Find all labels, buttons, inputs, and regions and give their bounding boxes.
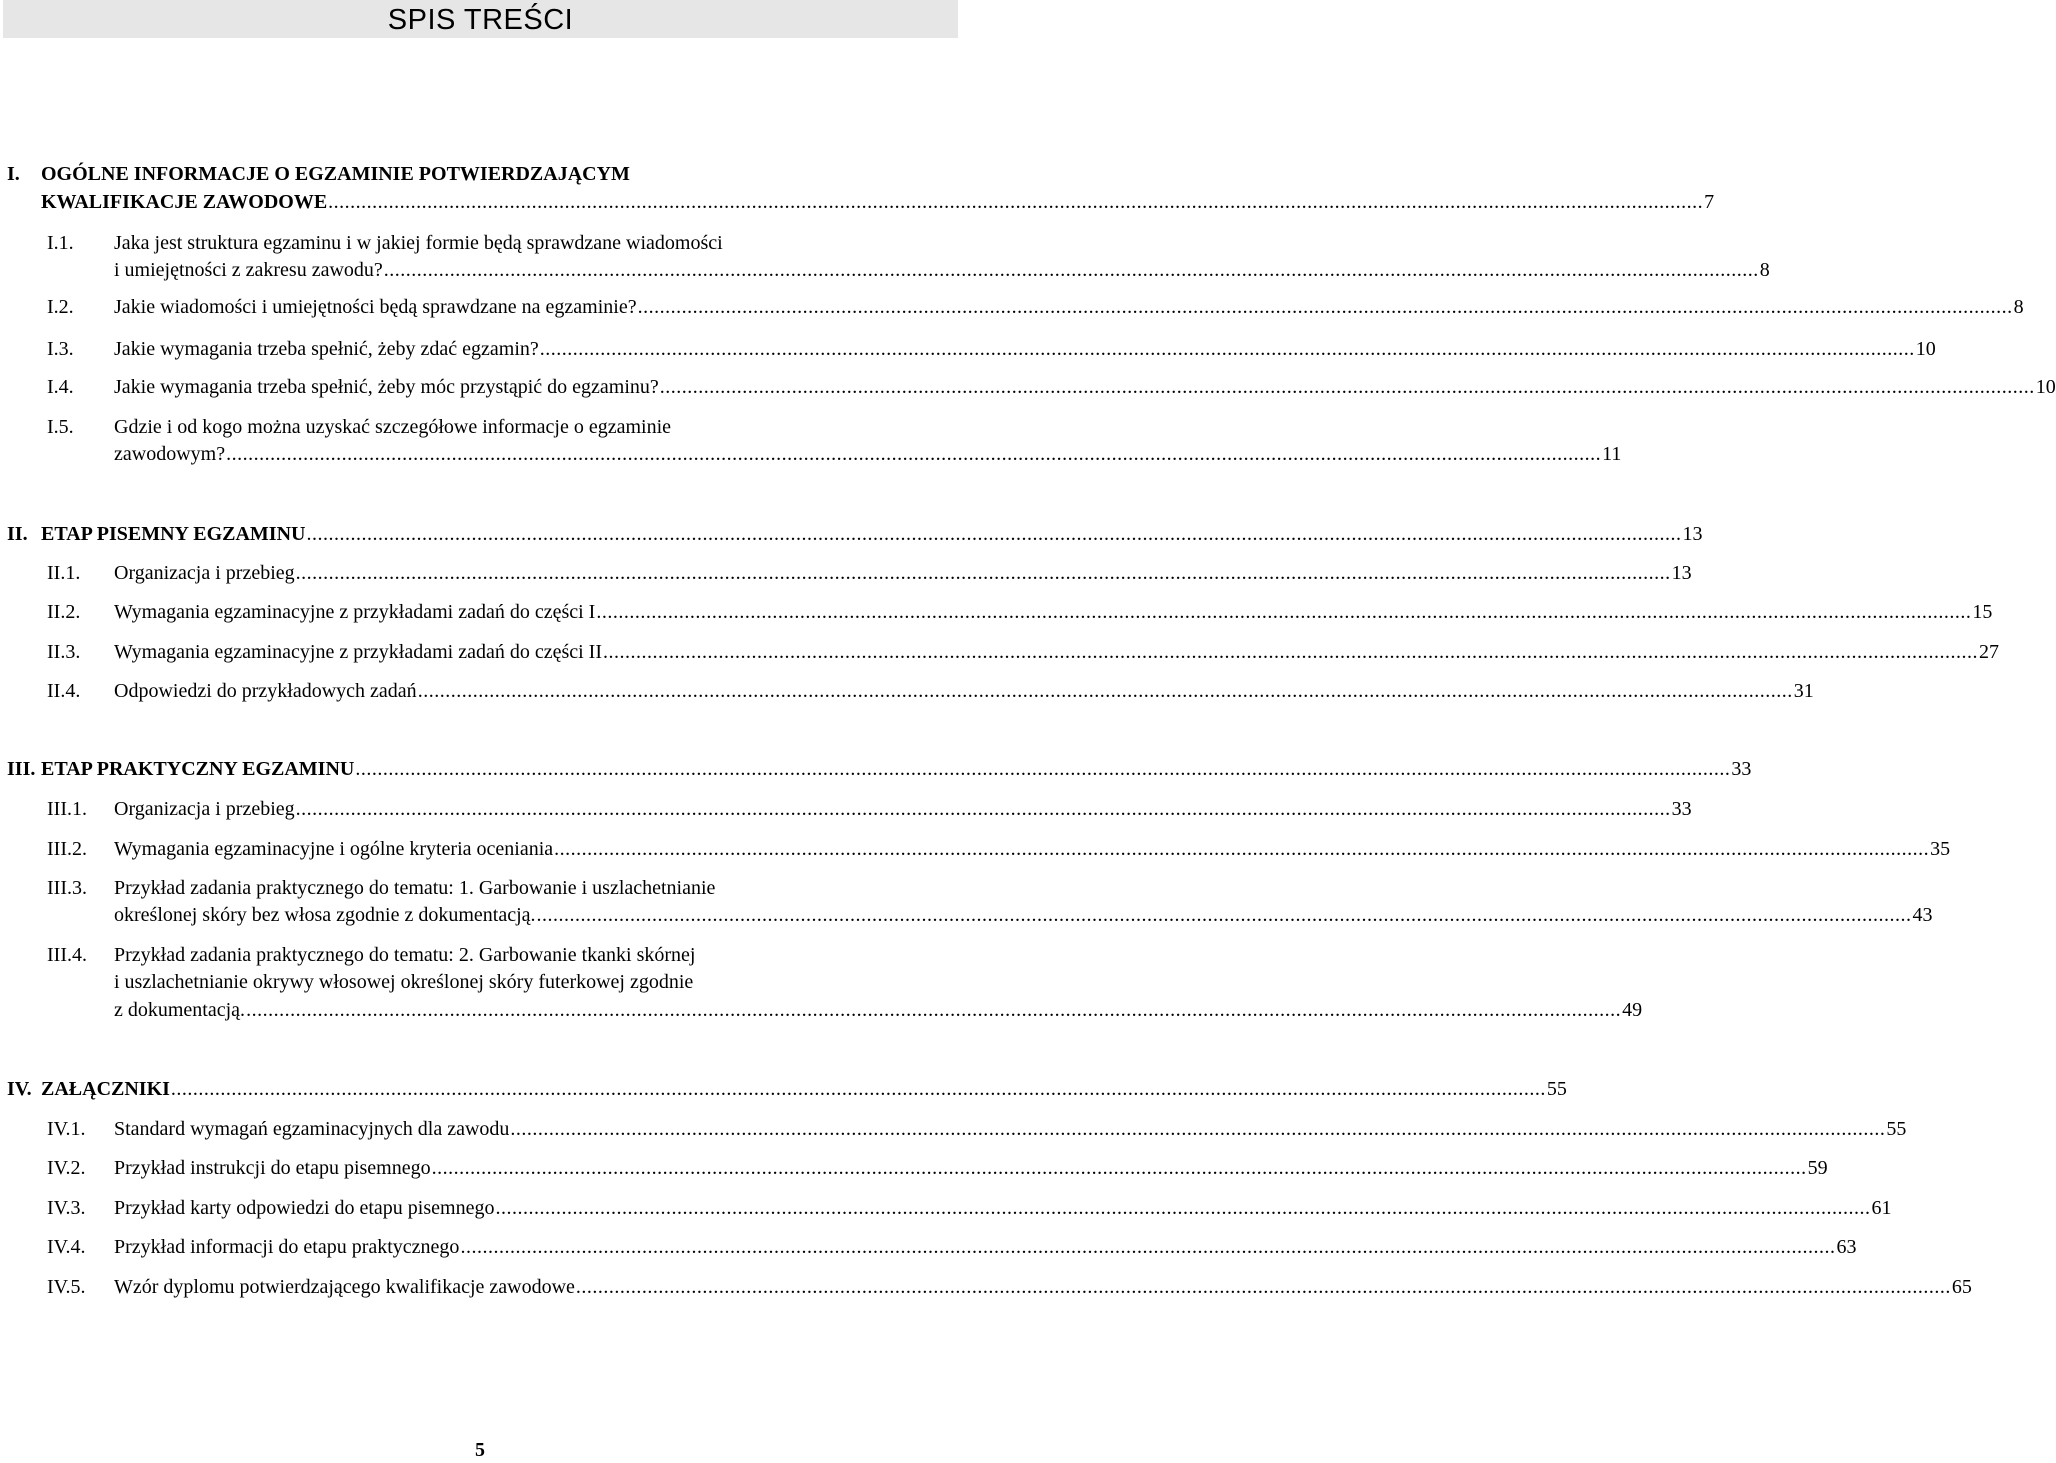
toc-item-text: z dokumentacją. (114, 999, 246, 1021)
toc-item-entry[interactable] (114, 835, 1951, 863)
page-ref: 49 (1622, 999, 1643, 1021)
toc-item-text[interactable]: i uszlachetnianie okrywy włosowej określonej skóry futerkowej zgodnie (114, 971, 694, 993)
toc-item-text: Wzór dyplomu potwierdzającego kwalifikacje zawodowe (114, 1276, 575, 1298)
dot-leader: .......................................................................................................................................................................................................................................................... (328, 191, 1704, 213)
toc-item-text: zawodowym? (114, 443, 226, 465)
toc-item-number: II.1. (47, 562, 81, 584)
toc-item-entry[interactable] (114, 559, 1692, 587)
page-ref: 63 (1836, 1236, 1857, 1258)
toc-item-text: Standard wymagań egzaminacyjnych dla zawodu (114, 1118, 510, 1140)
toc-item-number: IV.2. (47, 1157, 86, 1179)
toc-item-text: i umiejętności z zakresu zawodu? (114, 259, 383, 281)
page-ref: 15 (1972, 601, 1993, 623)
dot-leader: .......................................................................................................................................................................................................................................................... (603, 641, 1978, 663)
dot-leader: .......................................................................................................................................................................................................................................................... (306, 523, 1682, 545)
toc-item-number: II.3. (47, 641, 81, 663)
dot-leader: .......................................................................................................................................................................................................................................................... (417, 680, 1793, 702)
page-ref: 10 (1915, 338, 1936, 360)
page-ref: 61 (1871, 1197, 1892, 1219)
toc-section-1-heading-cont[interactable] (41, 188, 1715, 216)
toc-item-number: II.4. (47, 680, 81, 702)
section-number: I. (7, 163, 20, 185)
section-title: ETAP PRAKTYCZNY EGZAMINU (41, 758, 355, 780)
dot-leader: .......................................................................................................................................................................................................................................................... (460, 1236, 1836, 1258)
toc-item-entry[interactable] (114, 677, 1814, 705)
page-ref: 27 (1979, 641, 1999, 663)
toc-section-3-entry[interactable] (41, 755, 1752, 783)
toc-item-text: Przykład instrukcji do etapu pisemnego (114, 1157, 431, 1179)
toc-item-number: I.4. (47, 376, 74, 398)
toc-item-entry[interactable] (114, 293, 2024, 321)
dot-leader: .......................................................................................................................................................................................................................................................... (431, 1157, 1807, 1179)
page-ref: 13 (1671, 562, 1692, 584)
toc-item-text: określonej skóry bez włosa zgodnie z dokumentacją. (114, 904, 536, 926)
toc-item-entry[interactable] (114, 373, 2056, 401)
toc-item-entry[interactable] (114, 256, 1770, 284)
dot-leader: .......................................................................................................................................................................................................................................................... (539, 338, 1915, 360)
toc-item-text: Jakie wiadomości i umiejętności będą sprawdzane na egzaminie? (114, 296, 637, 318)
toc-item-entry[interactable] (114, 1194, 1892, 1222)
toc-item-text: Jakie wymagania trzeba spełnić, żeby zdać egzamin? (114, 338, 539, 360)
page-ref: 33 (1731, 758, 1752, 780)
page-number: 5 (475, 1439, 485, 1461)
toc-item-text[interactable]: Gdzie i od kogo można uzyskać szczegółowe informacje o egzaminie (114, 416, 672, 438)
toc-item-entry[interactable] (114, 440, 1622, 468)
toc-item-number: I.3. (47, 338, 74, 360)
section-number: IV. (7, 1078, 32, 1100)
page-ref: 55 (1886, 1118, 1907, 1140)
section-title-line2: KWALIFIKACJE ZAWODOWE (41, 191, 328, 213)
page-ref: 13 (1682, 523, 1703, 545)
dot-leader: .......................................................................................................................................................................................................................................................... (510, 1118, 1886, 1140)
toc-item-text: Odpowiedzi do przykładowych zadań (114, 680, 417, 702)
section-number: II. (7, 523, 28, 545)
section-title: ETAP PISEMNY EGZAMINU (41, 523, 306, 545)
page-ref: 65 (1951, 1276, 1972, 1298)
dot-leader: .......................................................................................................................................................................................................................................................... (554, 838, 1930, 860)
page-ref: 33 (1671, 798, 1692, 820)
toc-item-number: II.2. (47, 601, 81, 623)
section-title: ZAŁĄCZNIKI (41, 1078, 170, 1100)
toc-item-text[interactable]: Przykład zadania praktycznego do tematu: 2. Garbowanie tkanki skórnej (114, 944, 696, 966)
toc-item-text: Organizacja i przebieg (114, 562, 295, 584)
dot-leader: .......................................................................................................................................................................................................................................................... (575, 1276, 1951, 1298)
toc-item-entry[interactable] (114, 1115, 1907, 1143)
dot-leader: .......................................................................................................................................................................................................................................................... (383, 259, 1759, 281)
toc-item-entry[interactable] (114, 1233, 1857, 1261)
dot-leader: .......................................................................................................................................................................................................................................................... (596, 601, 1972, 623)
page-ref: 55 (1546, 1078, 1567, 1100)
dot-leader: .......................................................................................................................................................................................................................................................... (659, 376, 2035, 398)
toc-item-number: IV.5. (47, 1276, 86, 1298)
toc-item-entry[interactable] (114, 901, 1933, 929)
dot-leader: .......................................................................................................................................................................................................................................................... (226, 443, 1602, 465)
page-ref: 35 (1930, 838, 1951, 860)
dot-leader: .......................................................................................................................................................................................................................................................... (355, 758, 1731, 780)
toc-item-entry[interactable] (114, 1273, 1972, 1301)
toc-item-entry[interactable] (114, 638, 1999, 666)
toc-item-number: I.1. (47, 232, 74, 254)
toc-item-entry[interactable] (114, 598, 1993, 626)
toc-section-1-heading[interactable] (7, 160, 955, 188)
toc-item-text[interactable]: Jaka jest struktura egzaminu i w jakiej formie będą sprawdzane wiadomości (114, 232, 723, 254)
toc-item-number: III.1. (47, 798, 87, 820)
toc-item-entry[interactable] (114, 335, 1936, 363)
toc-item-text: Przykład informacji do etapu praktycznego (114, 1236, 460, 1258)
page-ref: 11 (1602, 443, 1622, 465)
toc-section-2-entry[interactable] (41, 520, 1703, 548)
toc-item-number: I.5. (47, 416, 74, 438)
toc-item-text: Przykład karty odpowiedzi do etapu pisemnego (114, 1197, 495, 1219)
page-ref: 10 (2035, 376, 2056, 398)
toc-item-text: Organizacja i przebieg (114, 798, 295, 820)
toc-item-number: I.2. (47, 296, 74, 318)
toc-item-number: III.4. (47, 944, 87, 966)
toc-item-text: Wymagania egzaminacyjne i ogólne kryteria oceniania (114, 838, 554, 860)
dot-leader: .......................................................................................................................................................................................................................................................... (295, 798, 1671, 820)
toc-item-number: IV.1. (47, 1118, 86, 1140)
toc-section-4-entry[interactable] (41, 1075, 1567, 1103)
toc-item-number: III.3. (47, 877, 87, 899)
toc-item-number: III.2. (47, 838, 87, 860)
page-ref: 31 (1793, 680, 1814, 702)
page-ref: 8 (2013, 296, 2024, 318)
page-title: SPIS TREŚCI (3, 0, 958, 38)
dot-leader: .......................................................................................................................................................................................................................................................... (170, 1078, 1546, 1100)
toc-item-text[interactable]: Przykład zadania praktycznego do tematu: 1. Garbowanie i uszlachetnianie (114, 877, 716, 899)
dot-leader: .......................................................................................................................................................................................................................................................... (536, 904, 1912, 926)
page-ref: 59 (1807, 1157, 1828, 1179)
section-number: III. (7, 758, 36, 780)
toc-item-text: Wymagania egzaminacyjne z przykładami zadań do części I (114, 601, 596, 623)
toc-item-entry[interactable] (114, 996, 1643, 1024)
dot-leader: .......................................................................................................................................................................................................................................................... (295, 562, 1671, 584)
dot-leader: .......................................................................................................................................................................................................................................................... (637, 296, 2013, 318)
toc-item-text: Jakie wymagania trzeba spełnić, żeby móc przystąpić do egzaminu? (114, 376, 659, 398)
toc-item-entry[interactable] (114, 795, 1692, 823)
toc-item-number: IV.3. (47, 1197, 86, 1219)
page-ref: 43 (1912, 904, 1933, 926)
page-ref: 7 (1704, 191, 1715, 213)
toc-item-number: IV.4. (47, 1236, 86, 1258)
page-ref: 8 (1759, 259, 1770, 281)
toc-item-text: Wymagania egzaminacyjne z przykładami zadań do części II (114, 641, 602, 663)
dot-leader: .......................................................................................................................................................................................................................................................... (495, 1197, 1871, 1219)
dot-leader: .......................................................................................................................................................................................................................................................... (246, 999, 1622, 1021)
toc-item-entry[interactable] (114, 1154, 1828, 1182)
section-title-line1: OGÓLNE INFORMACJE O EGZAMINIE POTWIERDZAJĄCYM (41, 163, 630, 185)
